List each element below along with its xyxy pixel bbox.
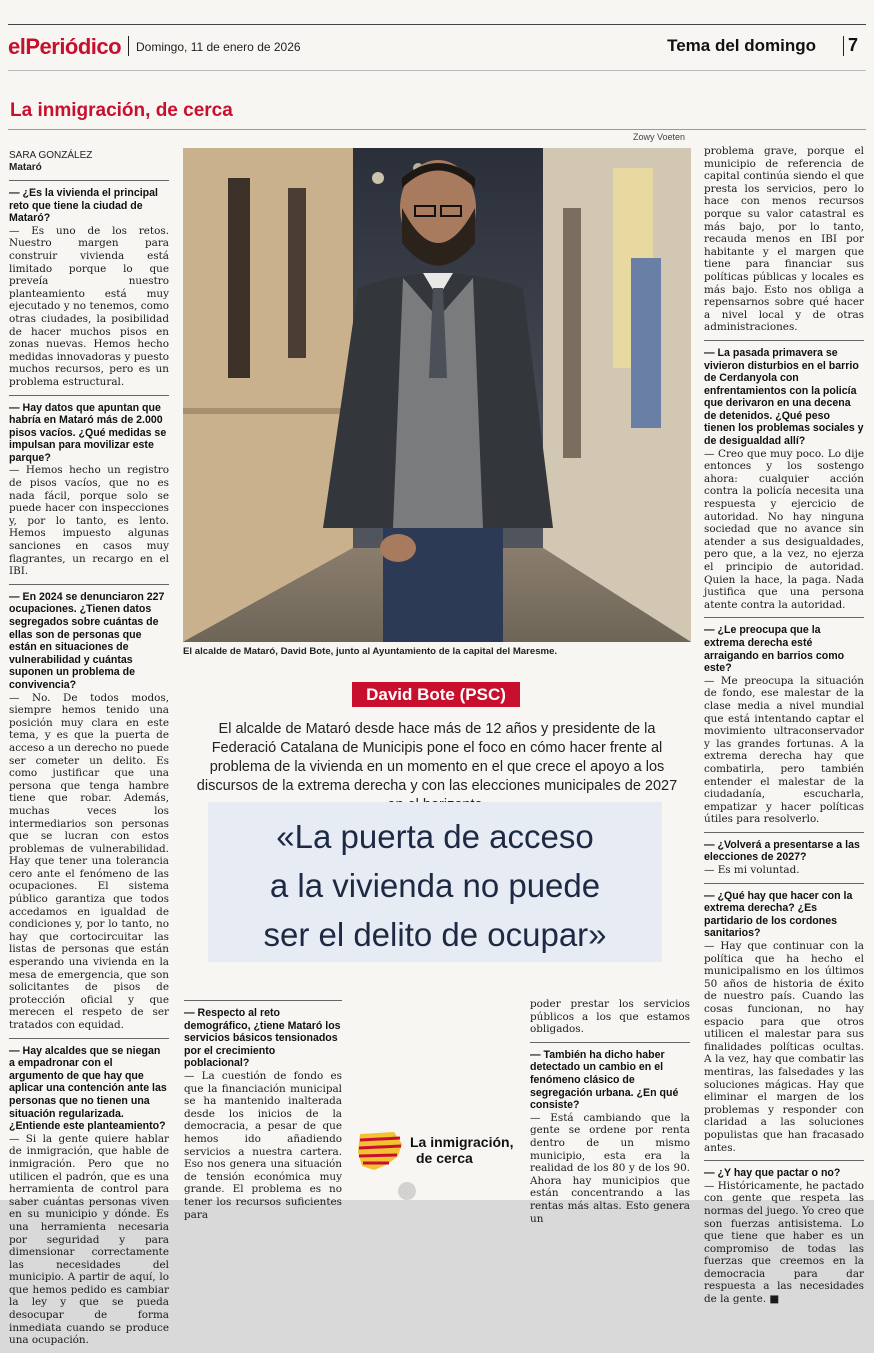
masthead-divider: [128, 36, 129, 56]
series-logo-text: [410, 1134, 513, 1166]
question-rule: [704, 340, 864, 341]
masthead-rule: [8, 70, 866, 71]
interview-question: — ¿Qué hay que hacer con la extrema derecha? ¿Es partidario de los cordones sanitarios?: [704, 889, 853, 940]
question-rule: [704, 832, 864, 833]
question-rule: [184, 1000, 342, 1001]
catalonia-map-icon: [354, 1130, 406, 1174]
interview-answer: — Me preocupa la situación de fondo, ese malestar de la clase media a nivel mundial que está intentando captar el movimiento ultraconservador y las grandes fortunas. A la extrema derecha hay que combatirla, pero también entender el malestar de la ciudadanía, escucharla, empatizar y hacer políticas útiles para resolverlo.: [704, 674, 864, 826]
street-scene-illustration: [183, 148, 691, 642]
byline: [9, 150, 169, 174]
page-number: 7: [847, 35, 858, 55]
interview-answer: — Es mi voluntad.: [704, 864, 800, 877]
interview-question: — ¿Y hay que pactar o no?: [704, 1167, 841, 1180]
interview-question: — ¿Es la vivienda el principal reto que tiene la ciudad de Mataró?: [9, 187, 158, 225]
series-logo-line-2: de cerca: [416, 1150, 473, 1166]
top-rule: [8, 24, 866, 25]
question-rule: [9, 1038, 169, 1039]
newspaper-logo: elPeriódico: [8, 34, 122, 59]
interview-answer: — No. De todos modos, siempre hemos tenido una posición muy clara en este tema, y es que la puerta de acceso a un derecho no puede ser cometer un delito. Es como justificar que una persona que tenga hambre tiene que robar. Además, muchas veces los intermediarios son personas que se lucran con estos problemas de vulnerabilidad. Hay que tener una tolerancia cero ante el fenómeno de las ocupaciones. El sistema público garantiza que todos accedamos en igualdad de condiciones y, por lo tanto, no hay que cortocircuitar las listas de personas que están esperando una vivienda en la mesa de emergencia, que son solicitantes de pisos de protección oficial y que merecen el respeto de ser tratados con equidad.: [9, 691, 169, 1031]
author-name: SARA GONZÁLEZ: [9, 150, 93, 161]
pull-quote: [208, 802, 662, 962]
pull-quote-line-2: a la vivienda no puede: [269, 867, 601, 904]
interview-question: — En 2024 se denunciaron 227 ocupaciones. ¿Tienen datos segregados sobre cuántas de ellas son de personas que están en situaciones de vulnerabilidad y cuántas suponen un problema de convivencia?: [9, 590, 165, 691]
article-column-1: [9, 150, 169, 1353]
interview-answer: poder prestar los servicios públicos a los que estamos obligados.: [530, 998, 690, 1036]
photo-caption: El alcalde de Mataró, David Bote, junto al Ayuntamiento de la capital del Maresme.: [183, 646, 558, 657]
interview-answer: — Hay que continuar con la política que ha hecho el municipalismo en los últimos 50 años de historia de éxito de nuestro país. Cuando las cosas funcionan, no hay espacio para que otros utilicen el malestar para sus finalidades políticas ocultas. A la vez, hay que combatir las mentiras, las falsedades y las soluciones mágicas. Hay que eliminar el margen de los problemas y responder con claridad a las soluciones populistas que han fracasado antes.: [704, 940, 864, 1154]
interview-answer: problema grave, porque el municipio de referencia de capital continúa siendo el que presta los servicios, pero lo hace con menos recursos porque su valor catastral es más bajo, por lo tanto, recauda menos en IBI por habitante y el margen que tiene para financiar sus políticas públicas y locales es más bajo. Esto nos obliga a repensarnos sobre qué hacer a nivel local y de otras administraciones.: [704, 145, 864, 334]
intro-paragraph: El alcalde de Mataró desde hace más de 12 años y presidente de la Federació Catalana de Municipis pone el foco en cómo hacer frente al problema de la vivienda en un momento en el que crece el apoyo a los discursos de la extrema derecha y con las elecciones municipales de 2027: [196, 721, 678, 794]
question-rule: [704, 1160, 864, 1161]
question-rule: [9, 584, 169, 585]
photo-credit: Zowy Voeten: [633, 132, 686, 142]
question-rule: [704, 883, 864, 884]
series-logo-line-1: La inmigración,: [410, 1134, 514, 1150]
interview-answer: — Es uno de los retos. Nuestro margen para construir vivienda está limitado porque lo que preveía nuestro planteamiento está muy ejecutado y no tenemos, como otras ciudades, la posibilidad de hacer muchos pisos en zonas nuevas. Hemos hecho medidas innovadoras y puesto muchos recursos, pero es un problema estructural.: [9, 224, 169, 388]
interview-answer: — Creo que muy poco. Lo dije entonces y los sostengo ahora: cualquier acción contra la policía necesita una respuesta y ejercicio de autoridad. No hay ninguna sociedad que no avance sin atender a sus desigualdades, pero que, a la vez, no ejerza el principio de autoridad. Quien la hace, la paga. Nada justifica que una persona atente contra la autoridad.: [704, 447, 864, 611]
mayor-portrait-photo: [183, 148, 691, 642]
masthead: [8, 34, 866, 60]
pull-quote-line-1: «La puerta de acceso: [276, 818, 594, 855]
issue-date: Domingo, 11 de enero de 2026: [136, 40, 301, 54]
pull-quote-line-3: ser el delito de ocupar»: [263, 916, 607, 953]
kicker-rule: [8, 129, 866, 130]
page-number-divider: [843, 36, 844, 56]
article-column-4: [704, 145, 864, 1312]
interview-question: — Respecto al reto demográfico, ¿tiene Mataró los servicios básicos tensionados por el crecimiento poblacional?: [184, 1007, 341, 1070]
interview-answer: — Históricamente, he pactado con gente que respeta las normas del juego. Yo creo que son fuerzas antisistema. Lo que tiene que haber es un compromiso de todas las fuerzas que creemos en la democracia para dar respuesta a las necesidades de la gente. ■: [704, 1179, 864, 1306]
question-rule: [704, 617, 864, 618]
interview-question: — Hay alcaldes que se niegan a empadronar con el argumento de que hay que aplicar una contención ante las personas que no tienen una situación regularizada. ¿Entiende este planteamiento?: [9, 1044, 167, 1133]
interview-answer: — La cuestión de fondo es que la financiación municipal se ha mantenido inalterada desde los inicios de la democracia, a pesar de que hemos ido añadiendo servicios a nuestra cartera. Eso nos genera una situación de tensión económica muy grande. El problema es no tener los recursos suficientes para: [184, 1069, 342, 1221]
interview-question: — También ha dicho haber detectado un cambio en el fenómeno clásico de segregación urbana. ¿En qué consiste?: [530, 1048, 679, 1112]
interview-question: — La pasada primavera se vivieron disturbios en el barrio de Cerdanyola con enfrentamientos con la policía que derivaron en una decena de detenidos. ¿Qué peso tienen los problemas sociales y de desigualdad allí?: [704, 346, 864, 448]
series-logo: [354, 1124, 524, 1176]
interview-answer: — Hemos hecho un registro de pisos vacíos, que no es nada fácil, porque solo se puede hacer con inspecciones y, por lo tanto, es lento. Hemos impuesto algunas sanciones en casos muy flagrantes, un recargo en el IBI.: [9, 464, 169, 578]
article-column-3: [530, 998, 690, 1231]
interview-question: — ¿Volverá a presentarse a las elecciones de 2027?: [704, 838, 860, 864]
interviewee-name-box: David Bote (PSC): [352, 682, 520, 707]
question-rule: [9, 395, 169, 396]
question-rule: [9, 180, 169, 181]
interview-answer: — Si la gente quiere hablar de inmigración, que hable de inmigración. Pero que no utilicen el padrón, que es una herramienta de control para saber cuántas personas viven en su municipio y dónde. Es una herramienta necesaria por seguridad y para dimensionar correctamente las necesidades del municipio. A partir de aquí, lo que hemos pedido es cambiar la ley y que se pueda desocupar de forma inmediata cuando se produce una ocupación.: [9, 1132, 169, 1347]
interview-answer: — Está cambiando que la gente se ordene por renta dentro de un mismo municipio, esta era la realidad de los 80 y de los 90. Ahora hay municipios que están concentrando a las rentas más altas. Esto genera un: [530, 1111, 690, 1225]
interview-question: — Hay datos que apuntan que habría en Mataró más de 2.000 pisos vacíos. ¿Qué medidas se impulsan para movilizar este parque?: [9, 401, 167, 464]
section-kicker: La inmigración, de cerca: [10, 100, 233, 121]
article-column-2: [184, 994, 342, 1227]
interview-question: — ¿Le preocupa que la extrema derecha esté arraigando en barrios como este?: [704, 624, 845, 675]
byline-location: Mataró: [9, 162, 42, 173]
section-name: Tema del domingo: [667, 36, 816, 55]
question-rule: [530, 1042, 690, 1043]
viewer-scroll-indicator[interactable]: [398, 1182, 416, 1200]
